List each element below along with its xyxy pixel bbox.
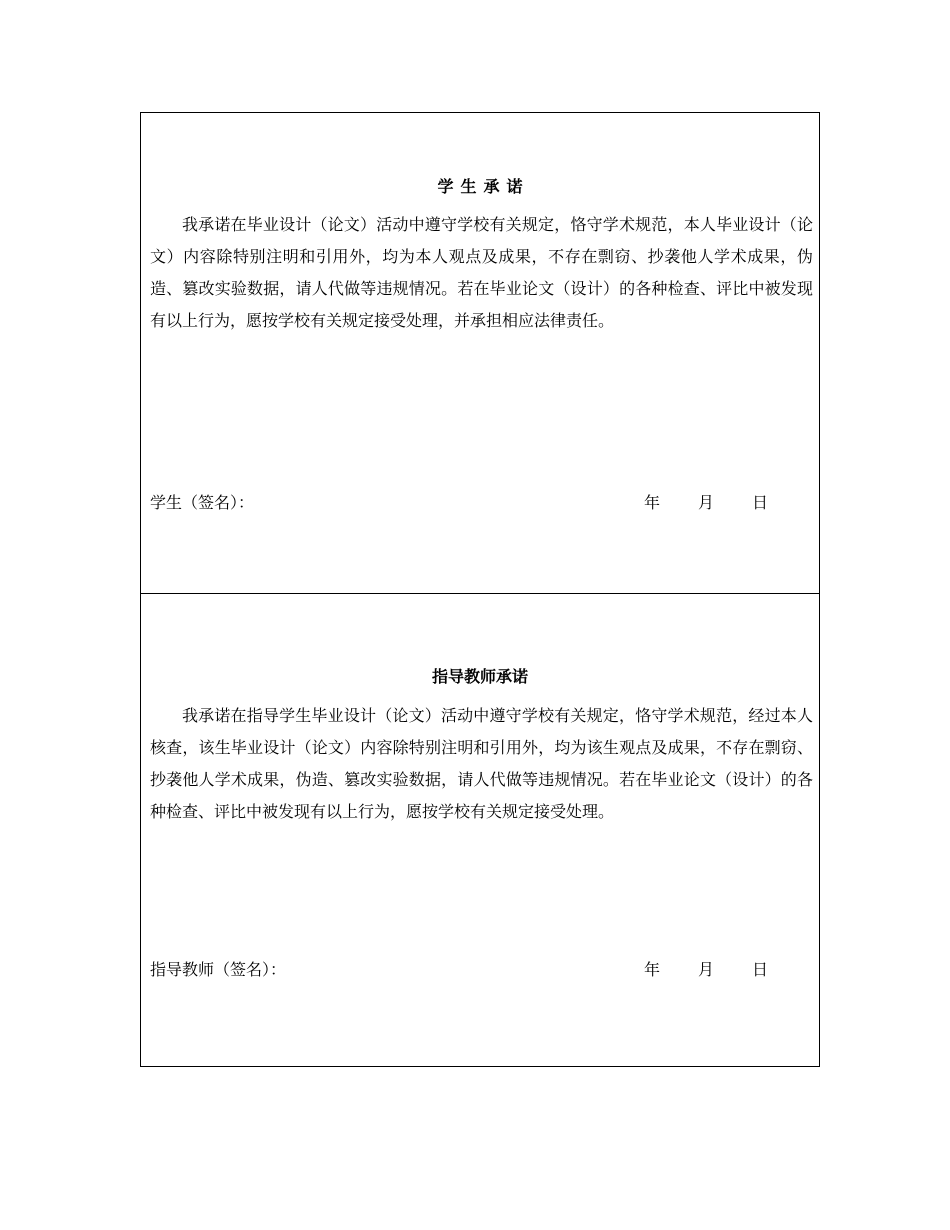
- student-pledge-title: 学生承诺: [437, 177, 530, 196]
- teacher-pledge-text: 我承诺在指导学生毕业设计（论文）活动中遵守学校有关规定，恪守学术规范，经过本人核查，该生毕业设计（论文）内容除特别注明和引用外，均为该生观点及成果，不存在剽窃、抄袭他人学术成果，伪造、篡改实验数据，请人代做等违规情况。若在毕业论文（设计）的各种检查、评比中被发现有以上行为，愿按学校有关规定接受处理。: [150, 706, 813, 821]
- student-date-year-label: 年: [644, 493, 661, 512]
- teacher-date-day-label: 日: [752, 960, 769, 979]
- student-date-month-label: 月: [698, 493, 715, 512]
- teacher-pledge-section: [141, 594, 819, 1066]
- student-date-day-label: 日: [752, 493, 769, 512]
- pledge-form-table: [140, 112, 820, 1067]
- teacher-date-year-label: 年: [644, 960, 661, 979]
- student-pledge-text: 我承诺在毕业设计（论文）活动中遵守学校有关规定，恪守学术规范，本人毕业设计（论文）内容除特别注明和引用外，均为本人观点及成果，不存在剽窃、抄袭他人学术成果，伪造、篡改实验数据，请人代做等违规情况。若在毕业论文（设计）的各种检查、评比中被发现有以上行为，愿按学校有关规定接受处理，并承担相应法律责任。: [150, 215, 813, 330]
- teacher-date-month-label: 月: [698, 960, 715, 979]
- teacher-pledge-title: 指导教师承诺: [431, 667, 528, 686]
- student-pledge-section: [141, 113, 819, 594]
- teacher-signature-label: 指导教师（签名）：: [150, 960, 287, 979]
- student-signature-label: 学生（签名）：: [150, 493, 255, 512]
